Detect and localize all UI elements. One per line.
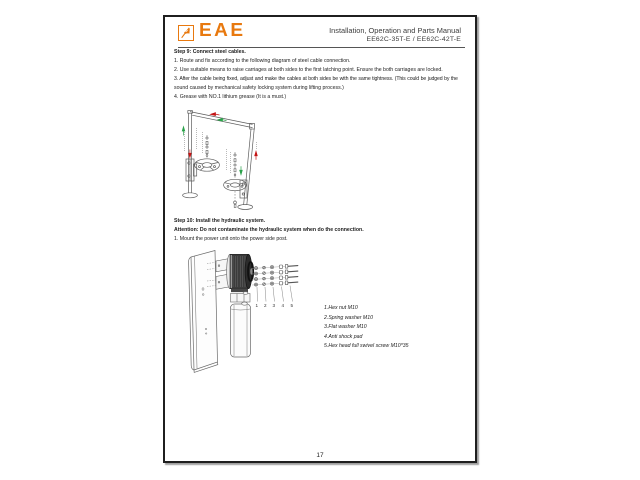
step9-item-3-line2: sound caused by mechanical safety locking system during lifting process.) bbox=[174, 85, 344, 91]
callout-5: 5 bbox=[290, 302, 294, 308]
eae-logo-text: EAE bbox=[199, 21, 246, 41]
eae-logo-icon bbox=[178, 25, 194, 41]
figure-cable-routing bbox=[177, 102, 307, 216]
step9-item-3-line1: 3. After the cable being fixed, adjust and make the cables at both sides be with the same tightness. (This could be judged by the bbox=[174, 76, 458, 82]
manual-title: Installation, Operation and Parts Manual bbox=[329, 26, 461, 35]
header-divider bbox=[178, 47, 465, 48]
callout-4: 4 bbox=[281, 302, 285, 308]
page-number: 17 bbox=[316, 452, 324, 459]
step10-heading: Step 10: Install the hydraulic system. bbox=[174, 218, 266, 224]
callout-3: 3 bbox=[272, 302, 276, 308]
step10-attention: Attention: Do not contaminate the hydraulic system when do the connection. bbox=[174, 227, 364, 233]
parts-list-item: 3.Flat washer M10 bbox=[324, 324, 367, 330]
callout-1: 1 bbox=[255, 302, 259, 308]
parts-list-item: 1.Hex nut M10 bbox=[324, 305, 358, 311]
manual-page bbox=[163, 15, 477, 463]
step9-item-4: 4. Grease with NO.1 lithium grease (It is a must.) bbox=[174, 94, 287, 100]
figure-power-unit bbox=[186, 245, 336, 377]
parts-list-item: 2.Spring washer M10 bbox=[324, 314, 374, 321]
model-numbers: EE62C-35T-E / EE62C-42T-E bbox=[366, 36, 461, 43]
callout-2: 2 bbox=[264, 302, 267, 308]
step10-item-1: 1. Mount the power unit onto the power side post. bbox=[174, 236, 288, 242]
step9-item-1: 1. Route and fix according to the following diagram of steel cable connection. bbox=[174, 58, 351, 64]
step9-item-2: 2. Use suitable means to raise carriages at both sides to the first latching point. Ensure the both carriages are locked. bbox=[174, 67, 443, 73]
parts-list-item: 4.Anti shock pad bbox=[324, 333, 363, 340]
parts-list-item: 5.Hex head full swivel screw M10*35 bbox=[324, 343, 409, 349]
step9-heading: Step 9: Connect steel cables. bbox=[174, 49, 246, 55]
